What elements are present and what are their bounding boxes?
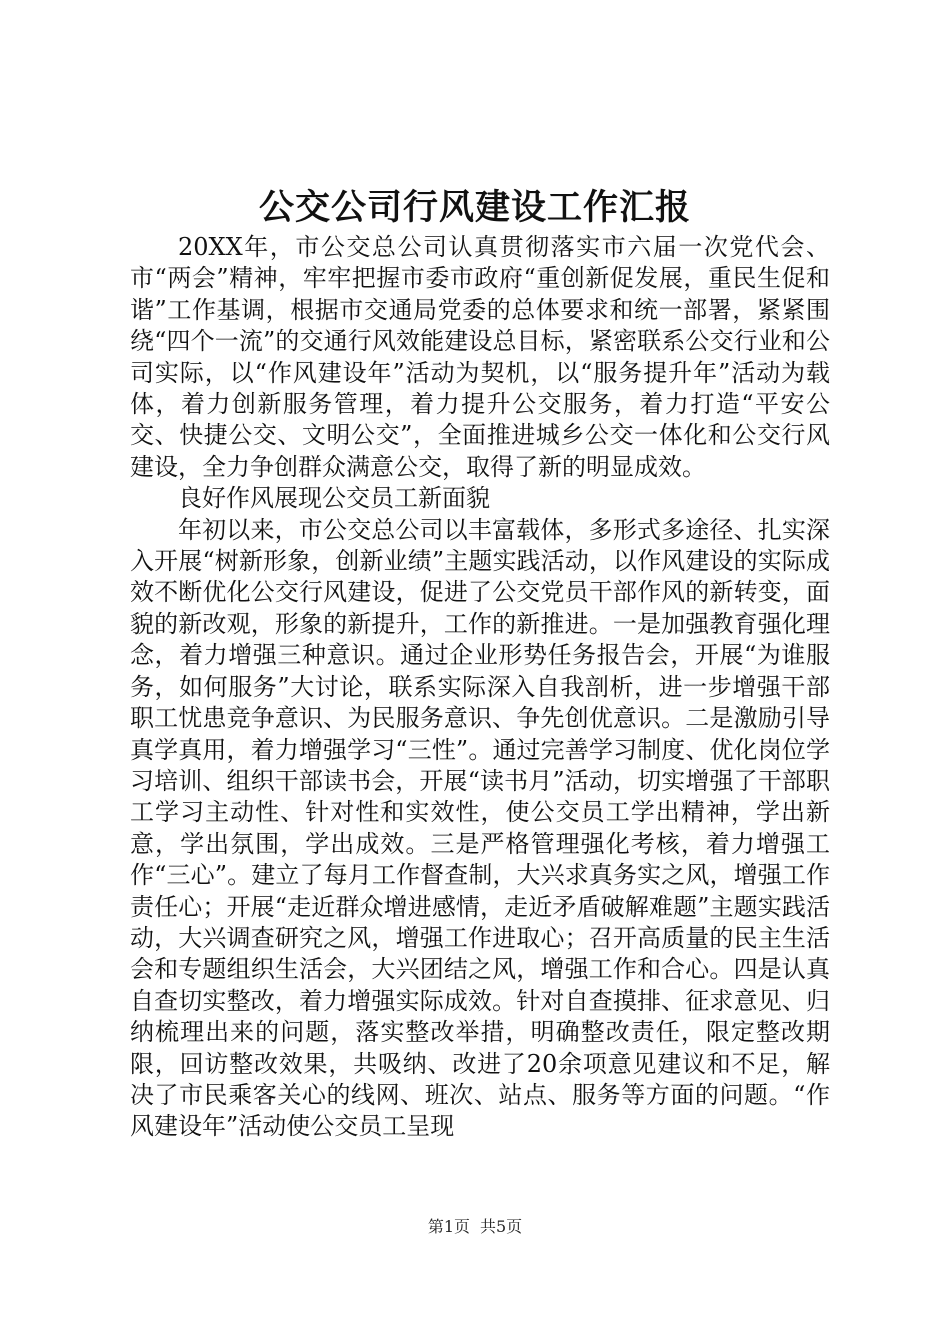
page-total: 共5页 [480,1217,523,1236]
page-number: 第1页 [427,1217,470,1236]
page-footer [0,1215,950,1239]
paragraph-intro: 20XX年，市公交总公司认真贯彻落实市六届一次党代会、市“两会”精神，牢牢把握市委市政府“重创新促发展，重民生促和谐”工作基调，根据市交通局党委的总体要求和统一部署，紧紧围绕“四个一流”的交通行风效能建设总目标，紧密联系公交行业和公司实际，以“作风建设年”活动为契机，以“服务提升年”活动为载体，着力创新服务管理，着力提升公交服务，着力打造“平安公交、快捷公交、文明公交”，全面推进城乡公交一体化和公交行风建设，全力争创群众满意公交，取得了新的明显成效。 [130,233,830,481]
section-heading: 良好作风展现公交员工新面貌 [178,484,490,513]
paragraph-section-body: 年初以来，市公交总公司以丰富载体，多形式多途径、扎实深入开展“树新形象，创新业绩”主题实践活动，以作风建设的实际成效不断优化公交行风建设，促进了公交党员干部作风的新转变，面貌的新改观，形象的新提升，工作的新推进。一是加强教育强化理念，着力增强三种意识。通过企业形势任务报告会，开展“为谁服务，如何服务”大讨论，联系实际深入自我剖析，进一步增强干部职工忧患竞争意识、为民服务意识、争先创优意识。二是激励引导真学真用，着力增强学习“三性”。通过完善学习制度、优化岗位学习培训、组织干部读书会，开展“读书月”活动，切实增强了干部职工学习主动性、针对性和实效性，使公交员工学出精神，学出新意，学出氛围，学出成效。三是严格管理强化考核，着力增强工作“三心”。建立了每月工作督查制，大兴求真务实之风，增强工作责任心；开展“走近群众增进感情，走近矛盾破解难题”主题实践活动，大兴调查研究之风，增强工作进取心；召开高质量的民主生活会和专题组织生活会，大兴团结之风，增强工作和合心。四是认真自查切实整改，着力增强实际成效。针对自查摸排、征求意见、归纳梳理出来的问题，落实整改举措，明确整改责任，限定整改期限，回访整改效果，共吸纳、改进了20余项意见建议和不足，解决了市民乘客关心的线网、班次、站点、服务等方面的问题。“作风建设年”活动使公交员工呈现 [130,515,830,1141]
document-title: 公交公司行风建设工作汇报 [258,187,691,228]
document-body [130,232,830,1143]
